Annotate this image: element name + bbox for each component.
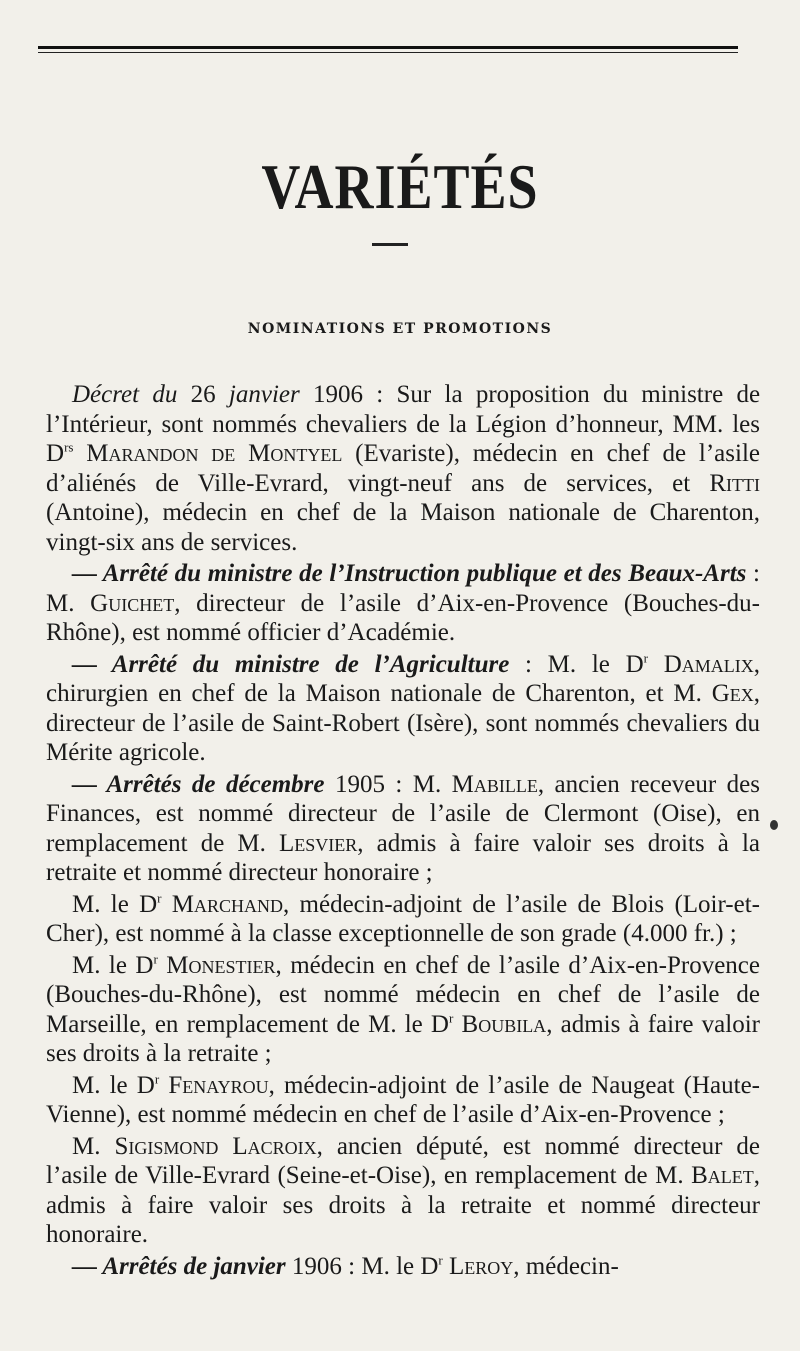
- header-rule-thin: [38, 52, 738, 53]
- header-rule-thick: [38, 46, 738, 49]
- page-title: VARIÉTÉS: [261, 151, 539, 222]
- paragraph-janvier: — Arrêtés de janvier 1906 : M. le $D^r$ Leroy, médecin-: [72, 1252, 619, 1280]
- title-separator: [372, 243, 408, 246]
- section-heading: NOMINATIONS ET PROMOTIONS: [247, 321, 553, 337]
- paragraph-monestier: M. le $D^r$ Monestier, médecin en chef de l’asile d’Aix-en-Provence (Bouches-du-Rhône), est nommé médecin en chef de l’asile de Marseille, en remplacement de M. le $D^r$ Boubila, admis à faire valoir ses droits à la retraite ;: [46, 951, 760, 1067]
- paragraph-decembre: — Arrêtés de décembre 1905 : M. Mabille, ancien receveur des Finances, est nommé directeur de l’asile de Clermont (Oise), en remplacement de M. Lesvier, admis à faire valoir ses droits à la retraite et nommé directeur honoraire ;: [46, 770, 760, 886]
- paragraph-marchand: M. le $D^r$ Marchand, médecin-adjoint de l’asile de Blois (Loir-et-Cher), est nommé à la classe exceptionnelle de son grade (4.000 fr.) ;: [46, 890, 761, 947]
- paragraph-decret: Décret du 26 janvier 1906 : Sur la proposition du ministre de l’Intérieur, sont nommés chevaliers de la Légion d’honneur, MM. les $D^{rs}$ Marandon de Montyel (Evariste), médecin en chef de l’asile d’aliénés de Ville-Evrard, vingt-neuf ans de services, et Ritti (Antoine), médecin en chef de la Maison nationale de Charenton, vingt-six ans de services.: [46, 381, 761, 556]
- document-body: [46, 380, 760, 1283]
- paragraph-agriculture: — Arrêté du ministre de l’Agriculture : M. le $D^r$ Damalix, chirurgien en chef de la Maison nationale de Charenton, et M. Gex, directeur de l’asile de Saint-Robert (Isère), sont nommés chevaliers du Mérite agricole.: [46, 650, 760, 766]
- margin-mark: [770, 820, 778, 830]
- paragraph-lacroix: M. Sigismond Lacroix, ancien député, est nommé directeur de l’asile de Ville-Evrard (Seine-et-Oise), en remplacement de M. Balet, admis à faire valoir ses droits à la retraite et nommé directeur honoraire.: [46, 1132, 760, 1248]
- paragraph-fenayrou: M. le $D^r$ Fenayrou, médecin-adjoint de l’asile de Naugeat (Haute-Vienne), est nommé médecin en chef de l’asile d’Aix-en-Provence ;: [46, 1071, 761, 1128]
- paragraph-instruction-publique: — Arrêté du ministre de l’Instruction publique et des Beaux-Arts : M. Guichet, directeur de l’asile d’Aix-en-Provence (Bouches-du-Rhône), est nommé officier d’Académie.: [46, 560, 760, 646]
